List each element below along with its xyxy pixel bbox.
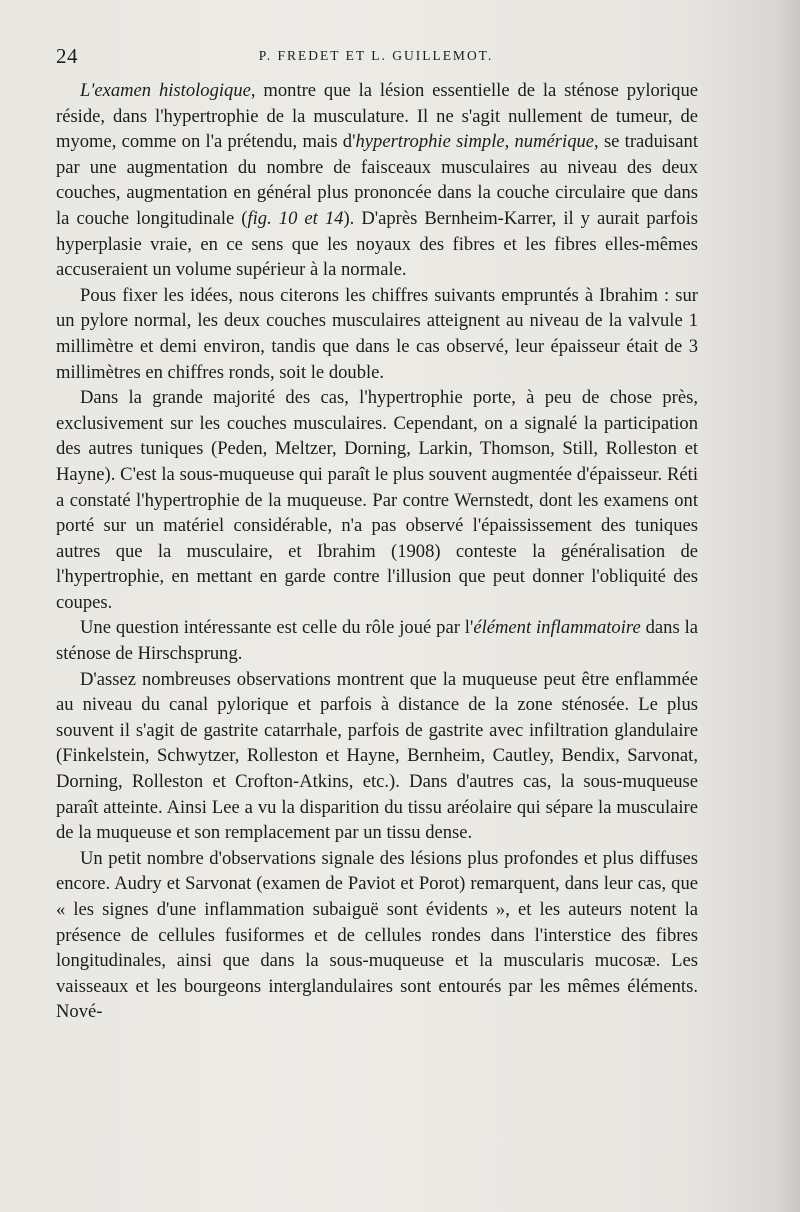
paragraph-1-text-2: , se traduisant par une augmentation du nombre de faisceaux musculaires au niveau des deux couches, augmentation en général plus prononcée dans la couche circulaire que dans la couche longitudinale ( [56,131,698,229]
page-header [56,44,696,68]
paragraph-5: D'assez nombreuses observations montrent que la muqueuse peut être enflammée au niveau du canal pylorique et parfois à distance de la zone sténosée. Le plus souvent il s'agit de gastrite catarrhale, parfois de gastrite avec infiltration glandulaire (Finkelstein, Schwytzer, Rolleston et Hayne, Bernheim, Cautley, Bendix, Sarvonat, Dorning, Rolleston et Crofton-Atkins, etc.). Dans d'autres cas, la sous-muqueuse paraît atteinte. Ainsi Lee a vu la disparition du tissu aréolaire qui sépare la musculaire de la muqueuse et son remplacement par un tissu dense. [56,668,698,844]
body-text [56,78,698,1025]
paragraph-4-italic: élément inflammatoire [473,617,641,639]
paragraph-4-text-2: dans la sténose de Hirschsprung. [56,617,698,665]
paragraph-4-text: Une question intéressante est celle du rôle joué par l' [80,617,474,639]
paragraph-3: Dans la grande majorité des cas, l'hypertrophie porte, à peu de chose près, exclusivement sur les couches musculaires. Cependant, on a signalé la participation des autres tuniques (Peden, Meltzer, Dorning, Larkin, Thomson, Still, Rolleston et Hayne). C'est la sous-muqueuse qui paraît le plus souvent augmentée d'épaisseur. Réti a constaté l'hypertrophie de la muqueuse. Par contre Wernstedt, dont les examens ont porté sur un matériel considérable, n'a pas observé l'épaississement des tuniques autres que la musculaire, et Ibrahim (1908) conteste la généralisation de l'hypertrophie, en mettant en garde contre l'illusion que peut donner l'obliquité des coupes. [56,387,698,613]
paragraph-1 [56,78,698,283]
paragraph-1-text: , montre que la lésion essentielle de la sténose pylorique réside, dans l'hypertrophie de la musculature. Il ne s'agit nullement de tumeur, de myome, comme on l'a prétendu, mais d' [56,80,698,153]
paragraph-6: Un petit nombre d'observations signale des lésions plus profondes et plus diffuses encore. Audry et Sarvonat (examen de Paviot et Porot) remarquent, dans leur cas, que « les signes d'une inflammation subaiguë sont évidents », et les auteurs notent la présence de cellules fusiformes et de cellules rondes dans l'interstice des fibres longitudinales, ainsi que dans la sous-muqueuse et la muscularis mucosæ. Les vaisseaux et les bourgeons interglandulaires sont entourés par les mêmes éléments. Nové- [56,847,698,1023]
paragraph-4 [56,615,698,666]
paragraph-1-lead-italic: L'examen histologique [80,80,251,101]
paragraph-1-text-3: ). D'après Bernheim-Karrer, il y aurait parfois hyperplasie vraie, en ce sens que les noyaux des fibres et les fibres elles-mêmes accuseraient un volume supérieur à la normale. [56,207,698,281]
paragraph-2: Pous fixer les idées, nous citerons les chiffres suivants empruntés à Ibrahim : sur un pylore normal, les deux couches musculaires atteignent au niveau de la valvule 1 millimètre et demi environ, tandis que dans le cas observé, leur épaisseur était de 3 millimètres en chiffres ronds, soit le double. [56,284,698,383]
paragraph-1-italic-3: fig. 10 et 14 [247,207,344,229]
running-head: P. FREDET ET L. GUILLEMOT. [258,48,494,63]
paragraph-1-italic-2: hypertrophie simple, numérique [355,131,595,153]
page-number: 24 [56,44,78,68]
